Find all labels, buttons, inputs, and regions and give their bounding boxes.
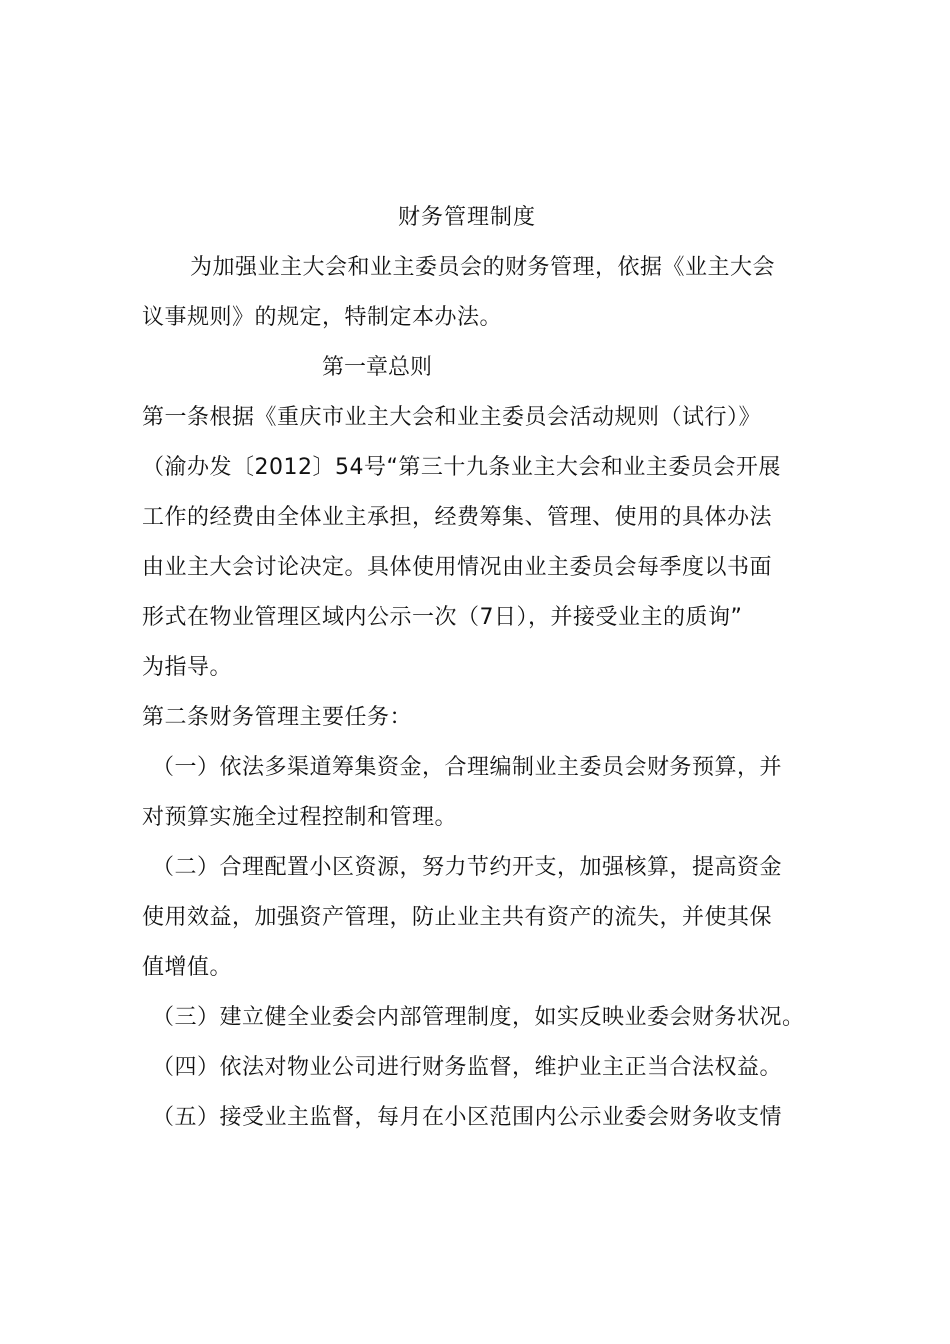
- article-line: 形式在物业管理区域内公示一次（7日），并接受业主的质询”: [142, 605, 743, 630]
- article-line: 第二条财务管理主要任务：: [142, 705, 413, 730]
- list-item-line: （三）建立健全业委会内部管理制度，如实反映业委会财务状况。: [152, 1005, 805, 1030]
- article-line: （渝办发〔2012〕54号“第三十九条业主大会和业主委员会开展: [142, 455, 781, 480]
- paragraph-line: 议事规则》的规定，特制定本办法。: [142, 305, 503, 330]
- article-line: 为指导。: [142, 655, 233, 680]
- article-line: 第一条根据《重庆市业主大会和业主委员会活动规则（试行）》: [142, 405, 762, 430]
- list-item-line: （二）合理配置小区资源，努力节约开支，加强核算，提高资金: [152, 855, 783, 880]
- chapter-heading: 第一章总则: [322, 355, 433, 380]
- list-item-line: 使用效益，加强资产管理，防止业主共有资产的流失，并使其保: [142, 905, 773, 930]
- list-item-line: （四）依法对物业公司进行财务监督，维护业主正当合法权益。: [152, 1055, 783, 1080]
- article-line: 工作的经费由全体业主承担，经费筹集、管理、使用的具体办法: [142, 505, 773, 530]
- list-item-line: （一）依法多渠道筹集资金，合理编制业主委员会财务预算，并: [152, 755, 783, 780]
- article-line: 由业主大会讨论决定。具体使用情况由业主委员会每季度以书面: [142, 555, 773, 580]
- list-item-line: 对预算实施全过程控制和管理。: [142, 805, 458, 830]
- paragraph-line: 为加强业主大会和业主委员会的财务管理，依据《业主大会: [190, 255, 776, 280]
- document-title: 财务管理制度: [398, 205, 537, 230]
- list-item-line: （五）接受业主监督，每月在小区范围内公示业委会财务收支情: [152, 1105, 783, 1130]
- list-item-line: 值增值。: [142, 955, 233, 980]
